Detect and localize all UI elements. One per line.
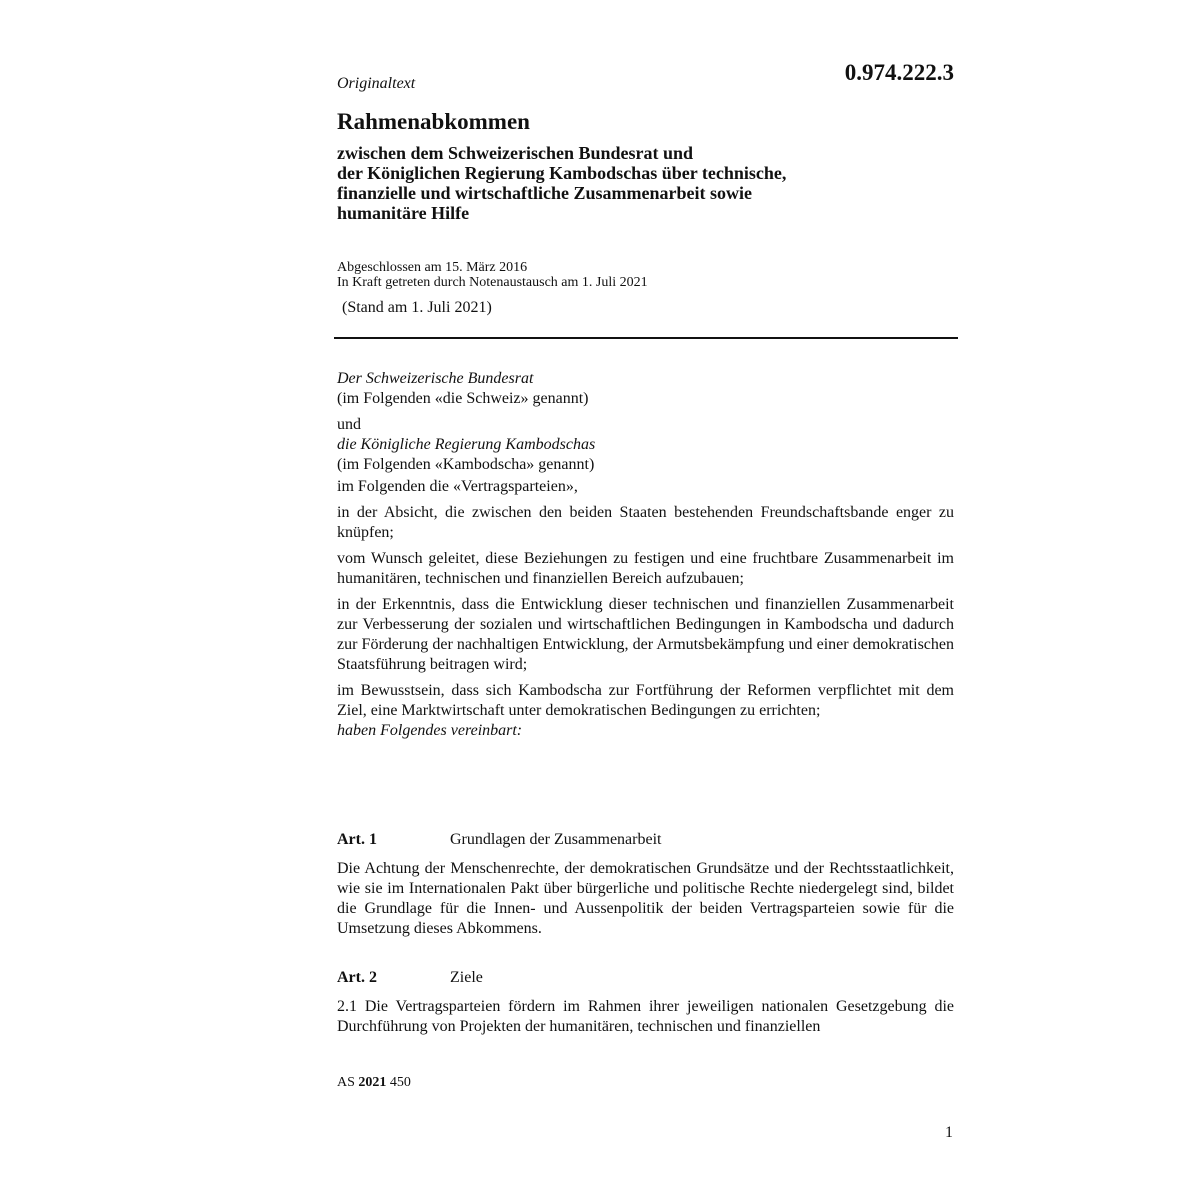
- preamble: [337, 369, 954, 747]
- article-title: Grundlagen der Zusammenarbeit: [450, 831, 662, 848]
- subtitle-line: zwischen dem Schweizerischen Bundesrat und: [337, 143, 694, 163]
- subtitle-line: humanitäre Hilfe: [337, 203, 470, 223]
- concluded-date: Abgeschlossen am 15. März 2016: [337, 260, 528, 275]
- as-page: 450: [389, 1075, 411, 1090]
- document-dates: [337, 260, 648, 290]
- as-reference: [337, 1075, 411, 1091]
- article-number: Art. 2: [337, 969, 377, 986]
- document-title: Rahmenabkommen: [337, 109, 530, 134]
- party-1-name: Der Schweizerische Bundesrat: [337, 370, 534, 387]
- header-divider: [334, 337, 958, 339]
- sr-number: 0.974.222.3: [844, 60, 954, 85]
- subtitle-line: finanzielle und wirtschaftliche Zusammenarbeit sowie: [337, 183, 752, 203]
- party-2-name: die Königliche Regierung Kambodschas: [337, 436, 596, 453]
- page-number: 1: [945, 1124, 953, 1141]
- article-number: Art. 1: [337, 831, 377, 848]
- article-1-heading: [337, 830, 954, 850]
- parties-alias: im Folgenden die «Vertragsparteien»,: [337, 478, 578, 495]
- recital: in der Absicht, die zwischen den beiden Staaten bestehenden Freundschaftsbande enger zu knüpfen;: [337, 504, 954, 541]
- article-1-text: Die Achtung der Menschenrechte, der demokratischen Grundsätze und der Rechtsstaatlichkeit, wie sie im Internationalen Pakt über bürgerliche und politische Rechte niedergelegt sind, bildet die Grundlage für die Innen- und Aussenpolitik der beiden Vertragsparteien sowie für die Umsetzung dieses Abkommens.: [337, 860, 954, 937]
- agreed-clause: haben Folgendes vereinbart:: [337, 722, 523, 739]
- as-year: 2021: [358, 1075, 387, 1090]
- recital: in der Erkenntnis, dass die Entwicklung dieser technischen und finanziellen Zusammenarbeit zur Verbesserung der sozialen und wirtschaftlichen Bedingungen in Kambodscha und dadurch zur Förderung der nachhaltigen Entwicklung, der Armutsbekämpfung und einer demokratischen Staatsführung beitragen wird;: [337, 596, 954, 673]
- party-1-alias: (im Folgenden «die Schweiz» genannt): [337, 390, 589, 407]
- article-title: Ziele: [450, 969, 483, 986]
- party-2-alias: (im Folgenden «Kambodscha» genannt): [337, 456, 595, 473]
- recital: im Bewusstsein, dass sich Kambodscha zur Fortführung der Reformen verpflichtet mit dem Ziel, eine Marktwirtschaft unter demokratischen Bedingungen zu errichten;: [337, 682, 954, 719]
- article-2-text: 2.1 Die Vertragsparteien fördern im Rahmen ihrer jeweiligen nationalen Gesetzgebung die Durchführung von Projekten der humanitären, technischen und finanziellen: [337, 998, 954, 1035]
- conjunction: und: [337, 416, 361, 433]
- subtitle-line: der Königlichen Regierung Kambodschas über technische,: [337, 163, 787, 183]
- document-subtitle: [337, 143, 897, 223]
- original-text-label: Originaltext: [337, 75, 416, 92]
- status-date: (Stand am 1. Juli 2021): [342, 299, 492, 316]
- in-force-date: In Kraft getreten durch Notenaustausch am 1. Juli 2021: [337, 275, 648, 290]
- article-2-heading: [337, 968, 954, 988]
- recital: vom Wunsch geleitet, diese Beziehungen zu festigen und eine fruchtbare Zusammenarbeit im humanitären, technischen und finanziellen Bereich aufzubauen;: [337, 550, 954, 587]
- as-prefix: AS: [337, 1075, 355, 1090]
